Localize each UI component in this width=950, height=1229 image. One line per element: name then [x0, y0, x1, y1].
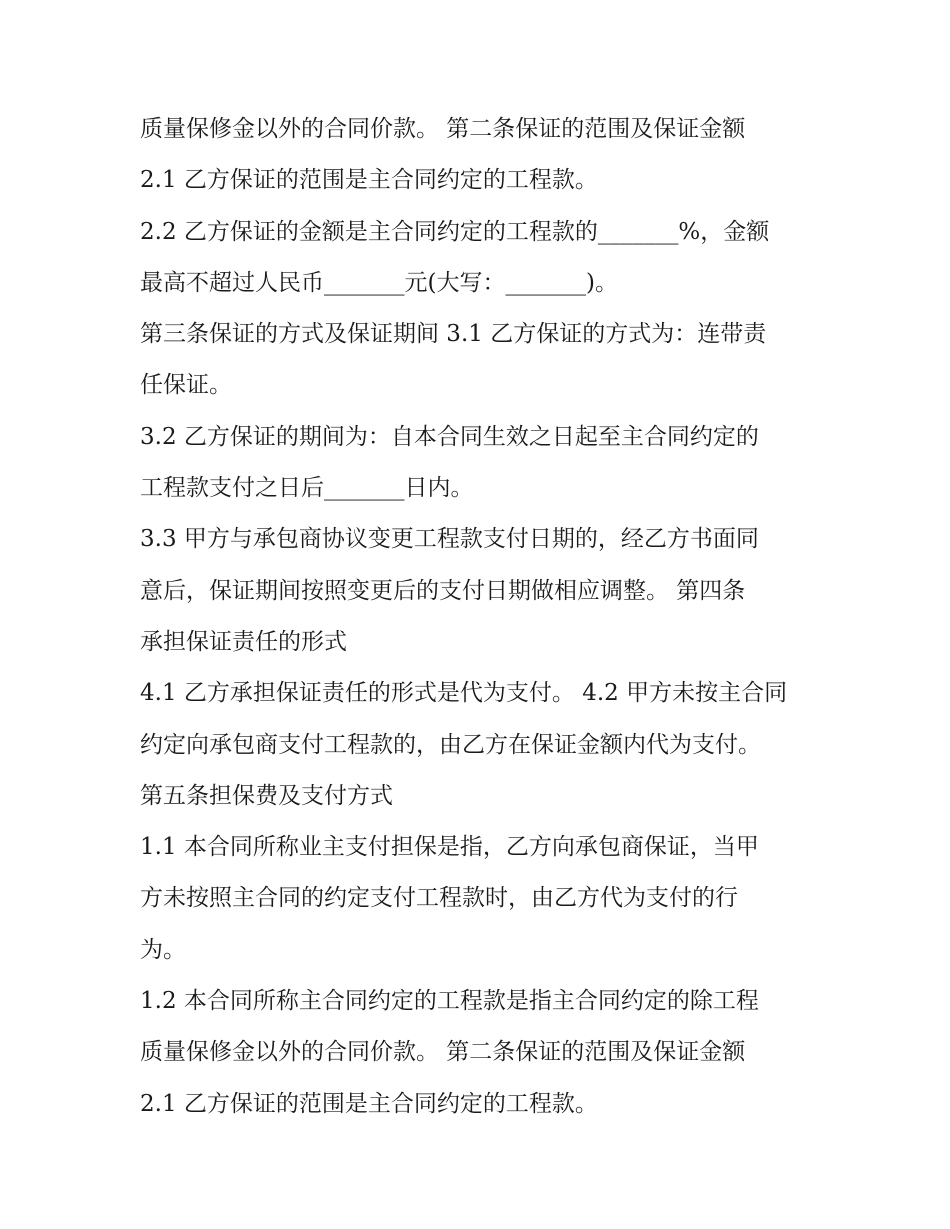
text-line: 承担保证责任的形式: [140, 628, 347, 655]
document-body: [140, 104, 820, 1130]
text-line: 工程款支付之日后_______日内。: [140, 475, 474, 502]
text-line: 3.2 乙方保证的期间为：自本合同生效之日起至主合同约定的: [140, 423, 759, 450]
text-line: 最高不超过人民币_______元(大写：_______)。: [140, 269, 618, 296]
text-line: 第三条保证的方式及保证期间 3.1 乙方保证的方式为：连带责: [140, 321, 767, 348]
text-line: 3.3 甲方与承包商协议变更工程款支付日期的，经乙方书面同: [140, 526, 759, 553]
text-line: 质量保修金以外的合同价款。 第二条保证的范围及保证金额: [140, 116, 746, 142]
text-line: 为。: [140, 936, 186, 963]
text-line: 任保证。: [140, 372, 232, 399]
text-line: 2.1 乙方保证的范围是主合同约定的工程款。: [140, 167, 598, 194]
text-line: 质量保修金以外的合同价款。 第二条保证的范围及保证金额: [140, 1039, 746, 1066]
text-line: 2.1 乙方保证的范围是主合同约定的工程款。: [140, 1090, 598, 1117]
text-line: 1.2 本合同所称主合同约定的工程款是指主合同约定的除工程: [140, 988, 759, 1015]
text-line: 2.2 乙方保证的金额是主合同约定的工程款的_______%，金额: [140, 218, 770, 245]
text-line: 1.1 本合同所称业主支付担保是指，乙方向承包商保证，当甲: [140, 834, 759, 861]
text-line: 约定向承包商支付工程款的，由乙方在保证金额内代为支付。: [140, 731, 761, 758]
text-line: 第五条担保费及支付方式: [140, 782, 393, 809]
text-line: 方未按照主合同的约定支付工程款时，由乙方代为支付的行: [140, 885, 738, 912]
text-line: 4.1 乙方承担保证责任的形式是代为支付。 4.2 甲方未按主合同: [140, 680, 788, 707]
text-line: 意后，保证期间按照变更后的支付日期做相应调整。 第四条: [140, 577, 746, 604]
